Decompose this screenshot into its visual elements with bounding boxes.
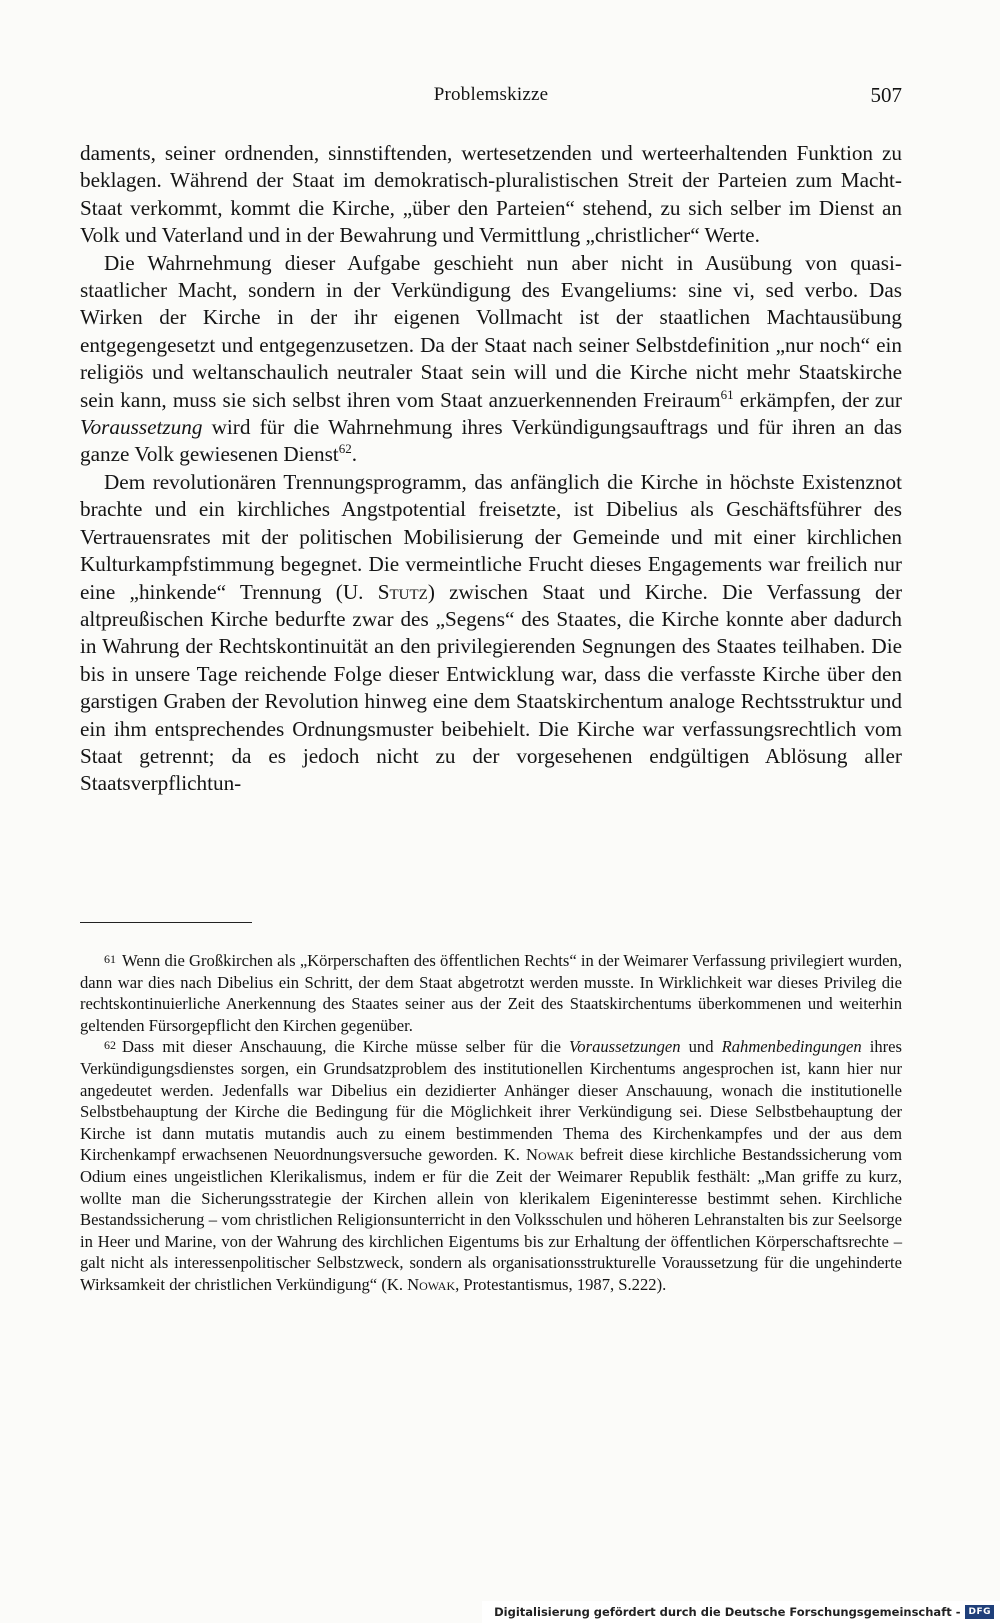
footnote-number: 61 [104,952,116,966]
footnote-reference: 61 [720,386,734,402]
paragraph [80,250,902,469]
footnote-number: 62 [104,1038,116,1053]
footnote-reference: 62 [338,441,352,457]
emphasis: Voraussetzung [80,415,203,440]
running-head [80,84,902,114]
text-run: erkämpfen, der zur [733,387,902,412]
text-run: und [680,1037,722,1057]
text-run: Dass mit dieser Anschauung, die Kirche müsse selber für die [122,1037,570,1057]
digitization-credit-bar [482,1601,1000,1623]
emphasis: Rahmenbedingungen [721,1037,862,1057]
paragraph [80,469,902,798]
emphasis: Voraussetzungen [569,1037,681,1057]
footnote-separator [80,922,252,923]
text-run: befreit diese kirchliche Bestandssicherung vom Odium eines ungeistlichen Klerikalismus, indem er für die Zeit der Weimarer Republik festhält: „Man griffe zu kurz, wollte man die Sicherungsstrategie der Kirchen allein von klerikalem Eigeninteresse bestimmt sehen. Kirchliche Bestandssicherung – vom christlichen Religionsunterricht in den Volksschulen und höheren Lehranstalten bis zur Seelsorge in Heer und Marine, von der Wahrung des kirchlichen Eigentums bis zur Erhaltung der öffentlichen Körperschaftsrechte – galt nicht als interessenpolitischer Selbstzweck, sondern als organisationsstrukturelle Voraussetzung für die ungehinderte Wirksamkeit der christlichen Verkündigung“ (K. [80,1145,902,1294]
main-text [80,140,902,798]
text-run: wird für die Wahrnehmung ihres Verkündigungsauftrags und für ihren an das ganze Volk gewiesenen Dienst [80,415,902,467]
footnote-61 [80,950,902,1036]
footnotes [80,950,902,1296]
text-run: ihres Verkündigungsdienstes sorgen, ein Grundsatzproblem des institutionellen Kirchentums angesprochen ist, kann hier nur angedeutet werden. Jedenfalls war Dibelius ein dezidierter Anhänger dieser Anschauung, wonach die institutionelle Selbstbehauptung der Kirche die Bedingung für die Möglichkeit ihrer Verkündigung sei. Diese Selbstbehauptung der Kirche ist dann mutatis mutandis auch zu einem bestimmenden Thema des Kirchenkampfes und der aus dem Kirchenkampf erwachsenen Neuordnungsversuche geworden. K. [80,1037,903,1165]
text-run: Die Wahrnehmung dieser Aufgabe geschieht nun aber nicht in Ausübung von quasi-staatlicher Macht, sondern in der Verkündigung des Evangeliums: sine vi, sed verbo. Das Wirken der Kirche in der ihr eigenen Vollmacht ist der staatlichen Machtausübung entgegengesetzt und entgegenzusetzen. Da der Staat nach seiner Selbstdefinition „nur noch“ ein religiös und weltanschaulich neutraler Staat sein will und die Kirche nicht mehr Staatskirche sein kann, muss sie sich selbst ihren vom Staat anzuerkennenden Freiraum [80,250,902,412]
footnote-62 [80,1036,902,1295]
text-run: ) zwischen Staat und Kirche. Die Verfassung der altpreußischen Kirche bedurfte zwar des „Segens“ des Staates, die Kirche konnte aber dadurch in Wahrung der Rechtskontinuität an den privilegierenden Segnungen des Staates teilhaben. Die bis in unsere Tage reichende Folge dieser Entwicklung war, dass die verfasste Kirche über den garstigen Graben der Revolution hinweg eine dem Staatskirchentum analoge Rechtsstruktur und ein ihm entsprechendes Ordnungsmuster beibehielt. Die Kirche war verfassungsrechtlich vom Staat getrennt; da es jedoch nicht zu der vorgesehenen endgültigen Ablösung aller Staatsverpflichtun- [80,579,903,796]
text-run: , Protestantismus, 1987, S.222). [455,1274,667,1294]
footnote-text: Wenn die Großkirchen als „Körperschaften des öffentlichen Rechts“ in der Weimarer Verfassung privilegiert wurden, dann war dies nach Dibelius ein Schritt, der dem Staat abgetrotzt werden musste. In Wirklichkeit war dieses Privileg die rechtskontinuierliche Anerkennung des Staates seiner aus der Zeit des Staatskirchentums überkommenen und weiterhin geltenden Fürsorgepflicht den Kirchen gegenüber. [80,951,902,1035]
text-run: . [351,442,357,467]
text-run: Dem revolutionären Trennungsprogramm, das anfänglich die Kirche in höchste Existenznot brachte und ein kirchliches Angstpotential freisetzte, ist Dibelius als Geschäftsführer des Vertrauensrates mit der politischen Mobilisierung der Gemeinde und mit einer kirchlichen Kulturkampfstimmung begegnet. Die vermeintliche Frucht dieses Engagements war freilich nur eine „hinkende“ Trennung (U. [80,469,902,604]
dfg-logo-icon: DFG [965,1605,994,1619]
page-number: 507 [870,83,902,107]
running-head-title: Problemskizze [433,84,549,105]
author-name: Stutz [377,579,428,604]
digitization-credit: Digitalisierung gefördert durch die Deutsche Forschungsgemeinschaft - [494,1605,961,1619]
paragraph: daments, seiner ordnenden, sinnstiftenden, wertesetzenden und werteerhaltenden Funktion zu beklagen. Während der Staat im demokratisch-pluralistischen Streit der Parteien zum Macht-Staat verkommt, kommt die Kirche, „über den Parteien“ stehend, zu sich selber im Dienst an Volk und Vaterland und in der Bewahrung und Vermittlung „christlicher“ Werte. [80,141,902,248]
author-name: Nowak [525,1145,574,1165]
author-name: Nowak [407,1274,456,1294]
